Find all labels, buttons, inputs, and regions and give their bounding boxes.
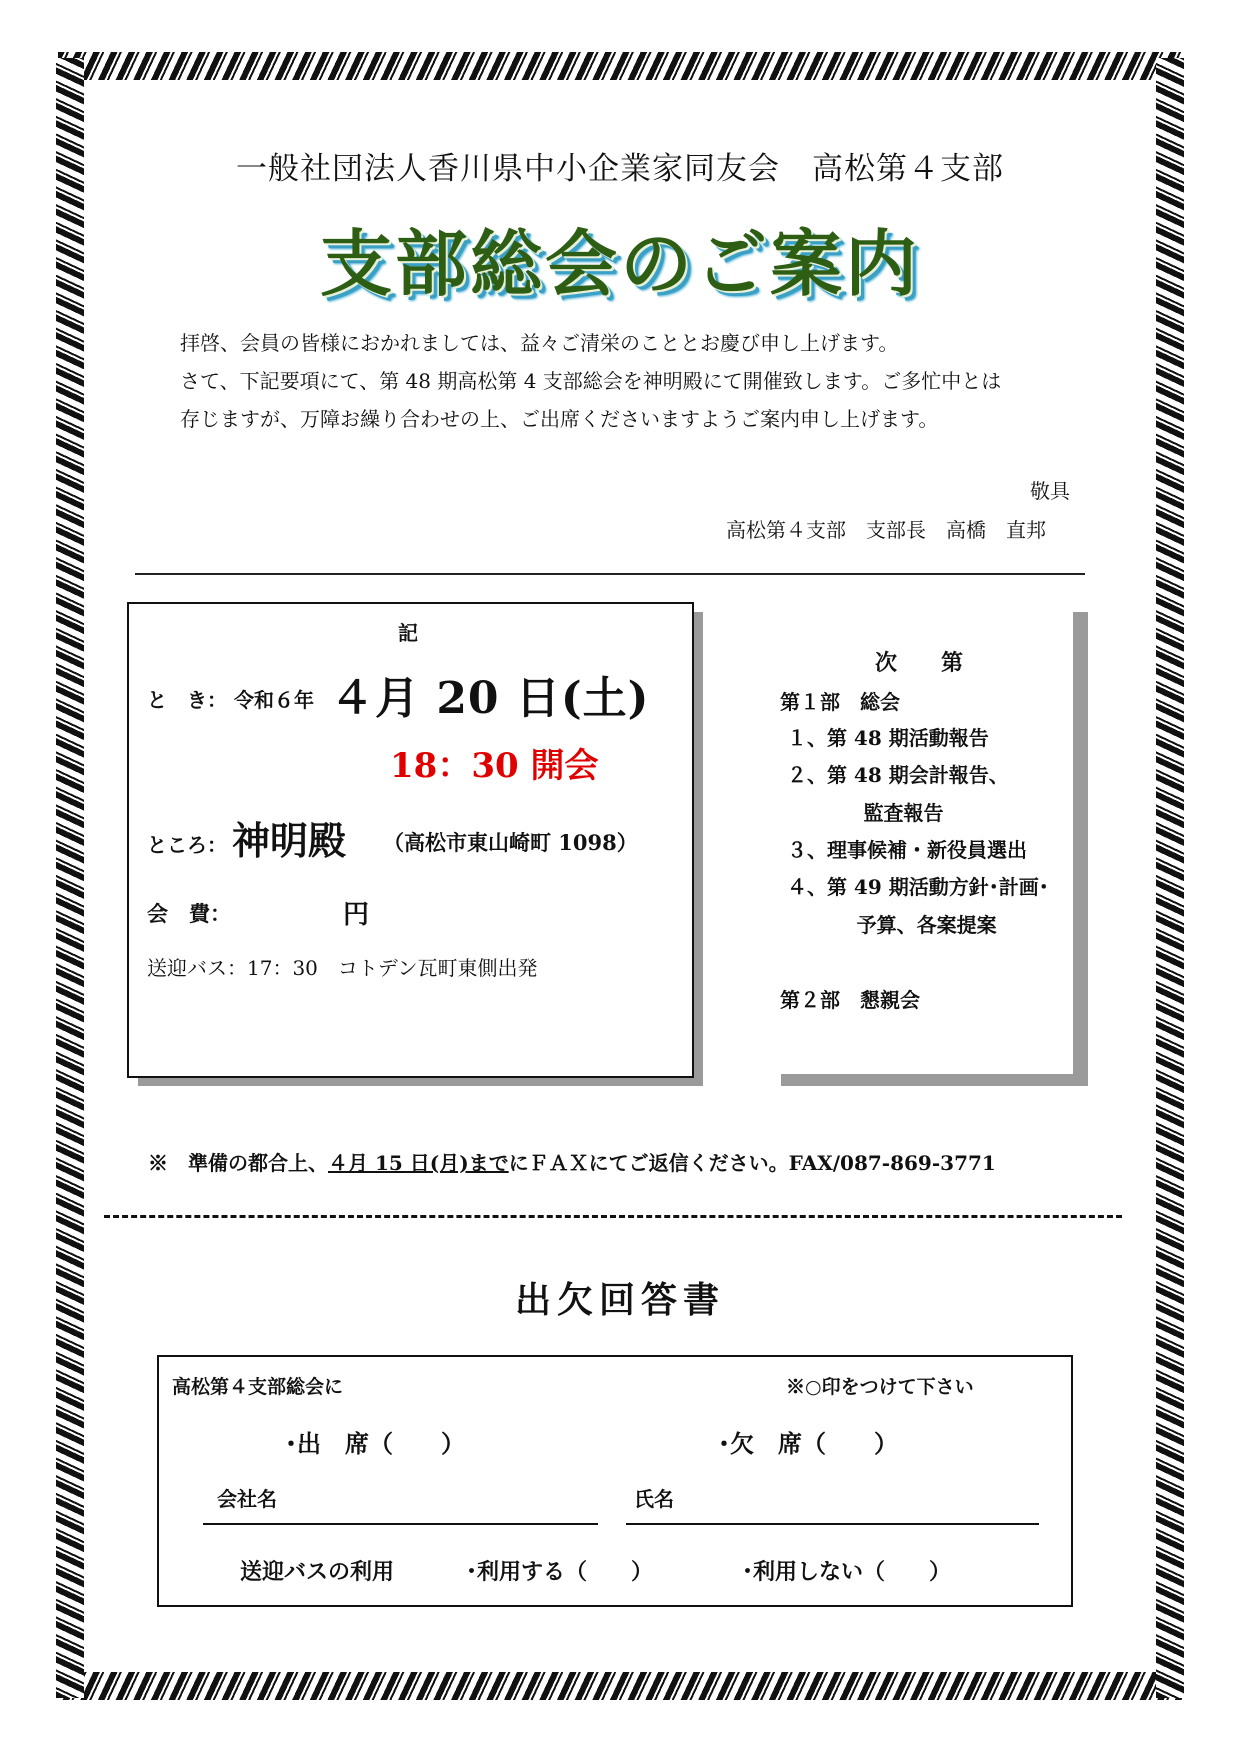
fee-label: 会 費： — [147, 901, 231, 926]
bus-use-option[interactable]: ･利用する（ ） — [466, 1559, 654, 1585]
notice-suffix: にＦＡＸにてご返信ください。FAX/087-869-3771 — [508, 1151, 996, 1175]
reply-title: 出欠回答書 — [514, 1279, 725, 1321]
notice-deadline: ４月 15 日(月)まで — [328, 1151, 509, 1175]
event-date: ４月 20 日(土) — [330, 673, 650, 724]
absent-option[interactable]: ･欠 席（ ） — [718, 1429, 898, 1458]
fee-unit: 円 — [343, 900, 370, 930]
divider — [135, 573, 1085, 575]
cut-line — [104, 1215, 1122, 1218]
fax-notice — [148, 1147, 996, 1176]
attend-option[interactable]: ･出 席（ ） — [285, 1429, 465, 1458]
name-label: 氏名 — [634, 1487, 674, 1511]
time-label: と き： — [147, 688, 227, 712]
schedule-item: ２、第 48 期会計報告、 — [780, 763, 1009, 787]
schedule-item: ４、第 49 期活動方針･計画･ — [780, 875, 1049, 899]
signer: 高松第４支部 支部長 高橋 直邦 — [726, 518, 1046, 542]
schedule-item: １、第 48 期活動報告 — [780, 726, 989, 750]
schedule-item: 予算、各案提案 — [780, 913, 997, 937]
schedule-item: 第１部 総会 — [780, 690, 900, 714]
border-top — [58, 52, 1182, 80]
intro-line: さて、下記要項にて、第 48 期高松第 4 支部総会を神明殿にて開催致します。ご多忙中とは — [180, 369, 1002, 393]
closing-word: 敬具 — [1030, 479, 1070, 503]
intro-line: 存じますが、万障お繰り合わせの上、ご出席くださいますようご案内申し上げます。 — [180, 407, 939, 431]
bus-label: 送迎バスの利用 — [240, 1559, 395, 1585]
page-title: 支部総会のご案内 — [319, 222, 920, 306]
organization-name: 一般社団法人香川県中小企業家同友会 高松第４支部 — [236, 151, 1004, 187]
venue-name: 神明殿 — [232, 818, 347, 863]
intro-line: 拝啓、会員の皆様におかれましては、益々ご清栄のこととお慶び申し上げます。 — [180, 331, 899, 355]
intro-letter — [180, 324, 1080, 438]
start-time: 18：30 開会 — [390, 746, 599, 786]
era-label: 令和６年 — [234, 688, 314, 712]
reply-to: 高松第４支部総会に — [172, 1376, 344, 1398]
company-label: 会社名 — [217, 1487, 277, 1511]
border-bottom — [58, 1672, 1182, 1700]
details-heading: 記 — [398, 621, 418, 645]
schedule-item: 監査報告 — [780, 801, 944, 825]
venue-address: （高松市東山崎町 1098） — [383, 830, 638, 855]
bus-no-use-option[interactable]: ･利用しない（ ） — [742, 1559, 952, 1585]
notice-prefix: ※ 準備の都合上、 — [148, 1151, 328, 1175]
schedule-item: ３、理事候補・新役員選出 — [780, 838, 1027, 862]
company-field[interactable] — [203, 1523, 598, 1525]
bus-info: 送迎バス：17：30 コトデン瓦町東側出発 — [147, 956, 538, 980]
name-field[interactable] — [626, 1523, 1039, 1525]
schedule-item: 第２部 懇親会 — [780, 988, 920, 1012]
place-label: ところ： — [147, 833, 227, 857]
reply-note: ※○印をつけて下さい — [786, 1376, 974, 1398]
schedule-heading: 次 第 — [875, 650, 964, 676]
